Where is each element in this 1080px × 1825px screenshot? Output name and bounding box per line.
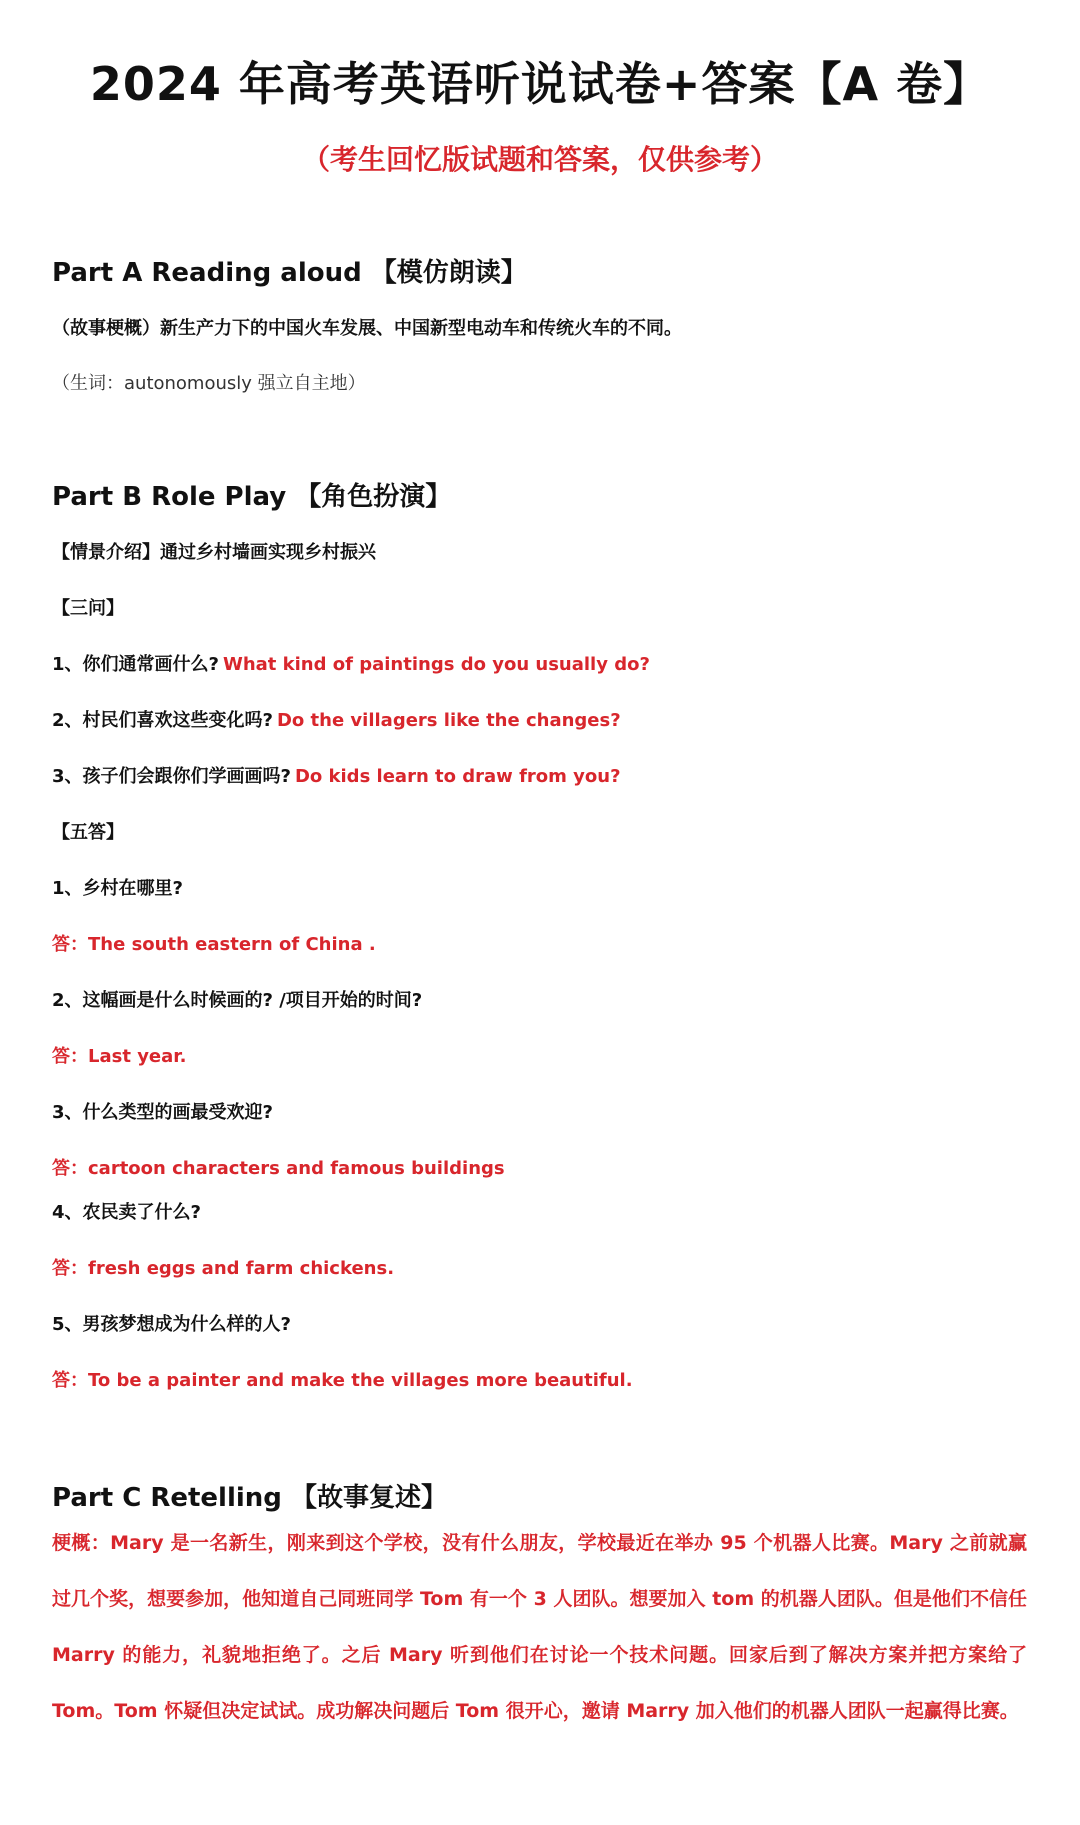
question-1	[52, 650, 650, 676]
part-b-heading: Part B Role Play 【角色扮演】	[52, 482, 452, 512]
question-2-en: Do the villagers like the changes?	[276, 710, 621, 731]
part-c-summary: 梗概：Mary 是一名新生，刚来到这个学校，没有什么朋友，学校最近在举办 95 个机器人比赛。Mary 之前就赢过几个奖，想要参加，他知道自己同班同学 Tom 有一个 3 人团队。想要加入 tom 的机器人团队。但是他们不信任 Marry 的能力，礼貌地拒绝了。之后 Mary 听到他们在讨论一个技术问题。回家后到了解决方案并把方案给了 Tom。Tom 怀疑但决定试试。成功解决问题后 Tom 很开心，邀请 Marry 加入他们的机器人团队一起赢得比赛。	[52, 1532, 1027, 1722]
answer-question-4: 4、农民卖了什么?	[52, 1202, 201, 1223]
five-answers-label: 【五答】	[52, 822, 124, 843]
page-subtitle: （考生回忆版试题和答案，仅供参考）	[301, 143, 778, 176]
part-a-heading: Part A Reading aloud 【模仿朗读】	[52, 258, 527, 288]
question-2	[52, 706, 621, 732]
answer-question-1: 1、乡村在哪里?	[52, 878, 183, 899]
question-3	[52, 762, 621, 788]
question-1-en: What kind of paintings do you usually do?	[222, 654, 650, 675]
question-1-cn: 1、你们通常画什么?	[52, 654, 219, 675]
answer-4: 答：fresh eggs and farm chickens.	[52, 1258, 395, 1279]
page-title: 2024 年高考英语听说试卷+答案【A 卷】	[89, 57, 991, 111]
part-a-summary: （故事梗概）新生产力下的中国火车发展、中国新型电动车和传统火车的不同。	[52, 318, 682, 339]
question-3-cn: 3、孩子们会跟你们学画画吗?	[52, 766, 291, 787]
answer-question-2: 2、这幅画是什么时候画的? /项目开始的时间?	[52, 990, 423, 1011]
three-questions-label: 【三问】	[52, 598, 124, 619]
answer-2: 答：Last year.	[52, 1046, 187, 1067]
answer-3: 答：cartoon characters and famous buildings	[52, 1158, 505, 1179]
answer-question-5: 5、男孩梦想成为什么样的人?	[52, 1314, 291, 1335]
part-c-heading: Part C Retelling 【故事复述】	[52, 1483, 447, 1513]
question-3-en: Do kids learn to draw from you?	[294, 766, 621, 787]
answer-5: 答：To be a painter and make the villages more beautiful.	[52, 1370, 633, 1391]
part-b-scenario: 【情景介绍】通过乡村墙画实现乡村振兴	[52, 542, 376, 563]
part-a-vocab: （生词：autonomously 强立自主地）	[52, 373, 366, 394]
answer-1: 答：The south eastern of China .	[52, 934, 376, 955]
answer-question-3: 3、什么类型的画最受欢迎?	[52, 1102, 273, 1123]
question-2-cn: 2、村民们喜欢这些变化吗?	[52, 710, 273, 731]
